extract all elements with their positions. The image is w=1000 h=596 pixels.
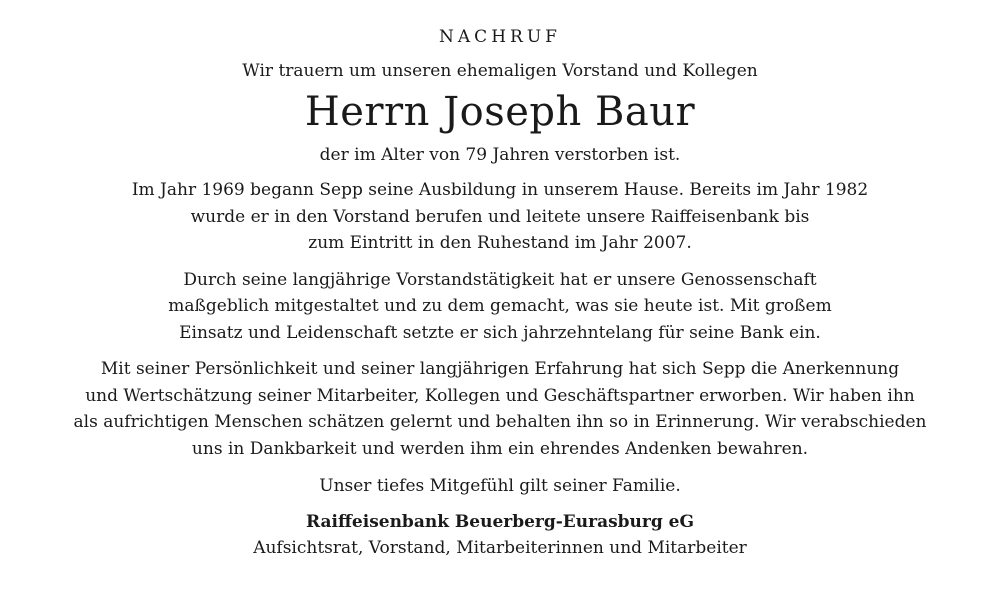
condolence-line: Unser tiefes Mitgefühl gilt seiner Familie. xyxy=(319,476,681,496)
notice-heading: NACHRUF xyxy=(439,27,561,47)
paragraph-line: und Wertschätzung seiner Mitarbeiter, Kollegen und Geschäftspartner erworben. Wir haben ihn xyxy=(85,385,915,406)
intro-line: Wir trauern um unseren ehemaligen Vorstand und Kollegen xyxy=(242,61,758,81)
paragraph-line: zum Eintritt in den Ruhestand im Jahr 2007. xyxy=(308,233,692,253)
paragraph-line: als aufrichtigen Menschen schätzen gelernt und behalten ihn so in Erinnerung. Wir verabschieden xyxy=(73,412,927,432)
organization-name: Raiffeisenbank Beuerberg-Eurasburg eG xyxy=(305,512,695,532)
paragraph-line: uns in Dankbarkeit und werden ihm ein ehrendes Andenken bewahren. xyxy=(191,438,809,459)
paragraph-line: Mit seiner Persönlichkeit und seiner langjährigen Erfahrung hat sich Sepp die Anerkennung xyxy=(100,359,900,379)
deceased-name: Herrn Joseph Baur xyxy=(304,89,696,135)
signers-line: Aufsichtsrat, Vorstand, Mitarbeiterinnen und Mitarbeiter xyxy=(253,538,747,558)
paragraph-line: maßgeblich mitgestaltet und zu dem gemacht, was sie heute ist. Mit großem xyxy=(168,296,832,316)
paragraph-line: Durch seine langjährige Vorstandstätigkeit hat er unsere Genossenschaft xyxy=(183,269,817,290)
paragraph-tribute xyxy=(0,356,1000,462)
paragraph-line: Im Jahr 1969 begann Sepp seine Ausbildung in unserem Hause. Bereits im Jahr 1982 xyxy=(131,180,869,200)
paragraph-line: wurde er in den Vorstand berufen und leitete unsere Raiffeisenbank bis xyxy=(190,206,810,227)
age-line: der im Alter von 79 Jahren verstorben ist. xyxy=(319,145,681,165)
paragraph-line: Einsatz und Leidenschaft setzte er sich jahrzehntelang für seine Bank ein. xyxy=(179,322,821,343)
paragraph-achievements xyxy=(0,267,1000,347)
paragraph-career xyxy=(0,177,1000,257)
